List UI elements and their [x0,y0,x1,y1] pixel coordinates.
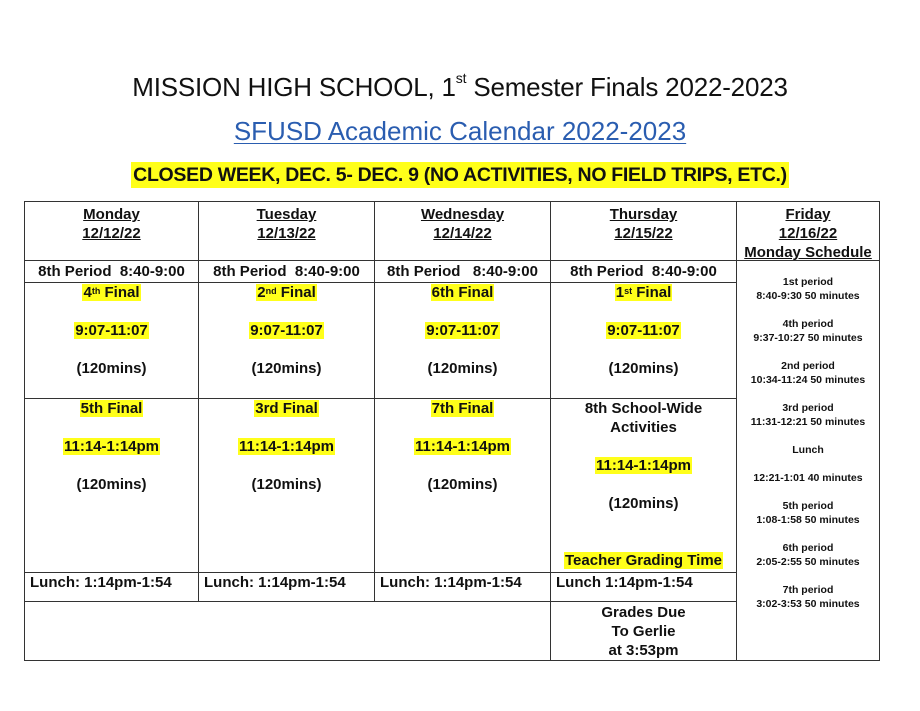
finals-schedule-table [24,201,880,661]
activity-label-line1: 8th School-Wide [584,400,703,417]
final-label: 1st Final [615,284,672,301]
final-label: 7th Final [431,400,494,417]
final-duration: (120mins) [427,476,498,493]
final-label: 4th Final [83,284,140,301]
eighth-period-thursday [550,260,737,283]
friday-lunch-label: Lunch [792,444,824,456]
friday-period-7: 7th period 3:02-3:53 50 minutes [756,584,860,610]
final-time: 11:14-1:14pm [238,438,335,455]
eighth-period-text: 8th Period 8:40-9:00 [387,263,538,280]
lunch-text: Lunch: 1:14pm-1:54 [204,574,346,591]
lunch-wednesday [374,572,551,602]
final-label: 2nd Final [257,284,316,301]
day-date: 12/15/22 [614,225,673,242]
midday-activities-thursday [550,398,737,573]
final-time: 9:07-11:07 [250,322,323,339]
friday-lunch-time: 12:21-1:01 40 minutes [753,472,863,484]
final-time: 9:07-11:07 [75,322,148,339]
midday-final-monday [24,398,199,573]
title-suffix: Semester Finals 2022-2023 [466,72,788,102]
friday-period-5: 5th period 1:08-1:58 50 minutes [756,500,860,526]
activity-time: 11:14-1:14pm [595,457,692,474]
lunch-thursday [550,572,737,602]
final-time: 9:07-11:07 [426,322,499,339]
title-superscript: st [455,70,467,86]
midday-final-wednesday [374,398,551,573]
day-name: Monday [83,206,140,223]
lunch-text: Lunch: 1:14pm-1:54 [30,574,172,591]
morning-final-wednesday [374,282,551,399]
day-name: Thursday [609,206,678,223]
header-tuesday [198,201,375,261]
calendar-link-row [0,116,920,147]
final-duration: (120mins) [427,360,498,377]
day-name: Wednesday [420,206,505,223]
header-wednesday [374,201,551,261]
day-date: 12/14/22 [433,225,492,242]
friday-period-2: 2nd period 10:34-11:24 50 minutes [750,360,866,386]
grades-due-thursday [550,601,737,661]
closed-week-notice: CLOSED WEEK, DEC. 5- DEC. 9 (NO ACTIVITIES, NO FIELD TRIPS, ETC.) [133,164,787,186]
friday-period-1: 1st period 8:40-9:30 50 minutes [756,276,860,302]
lunch-text: Lunch: 1:14pm-1:54 [380,574,522,591]
header-monday [24,201,199,261]
eighth-period-text: 8th Period 8:40-9:00 [570,263,717,280]
final-label: 5th Final [80,400,143,417]
header-friday [736,201,880,261]
day-date: 12/13/22 [257,225,316,242]
academic-calendar-link[interactable]: SFUSD Academic Calendar 2022-2023 [233,116,687,146]
final-label: 3rd Final [255,400,318,417]
morning-final-thursday [550,282,737,399]
friday-period-3: 3rd period 11:31-12:21 50 minutes [750,402,866,428]
lunch-monday [24,572,199,602]
day-name: Tuesday [256,206,317,223]
grades-due-line: Grades Due [601,604,686,621]
friday-period-4: 4th period 9:37-10:27 50 minutes [753,318,863,344]
grades-due-line: at 3:53pm [608,642,679,659]
page-title [0,72,920,103]
empty-bottom-cell [24,601,551,661]
activity-duration: (120mins) [608,495,679,512]
final-duration: (120mins) [76,476,147,493]
final-time: 11:14-1:14pm [414,438,511,455]
title-prefix: MISSION HIGH SCHOOL, 1 [132,72,456,102]
eighth-period-text: 8th Period 8:40-9:00 [38,263,185,280]
friday-period-6: 6th period 2:05-2:55 50 minutes [756,542,860,568]
grades-due-line: To Gerlie [611,623,676,640]
lunch-text: Lunch 1:14pm-1:54 [556,574,693,591]
friday-monday-schedule [736,260,880,661]
final-duration: (120mins) [251,360,322,377]
day-date: 12/12/22 [82,225,141,242]
friday-schedule-type: Monday Schedule [744,244,872,261]
teacher-grading-note: Teacher Grading Time [565,552,722,569]
morning-final-tuesday [198,282,375,399]
eighth-period-monday [24,260,199,283]
final-time: 9:07-11:07 [607,322,680,339]
eighth-period-text: 8th Period 8:40-9:00 [213,263,360,280]
final-duration: (120mins) [76,360,147,377]
final-duration: (120mins) [608,360,679,377]
midday-final-tuesday [198,398,375,573]
morning-final-monday [24,282,199,399]
eighth-period-tuesday [198,260,375,283]
activity-label-line2: Activities [610,419,677,436]
final-label: 6th Final [431,284,494,301]
eighth-period-wednesday [374,260,551,283]
final-time: 11:14-1:14pm [63,438,160,455]
day-date: 12/16/22 [778,225,838,242]
closed-week-banner [0,164,920,187]
header-thursday [550,201,737,261]
lunch-tuesday [198,572,375,602]
day-name: Friday [785,206,831,223]
final-duration: (120mins) [251,476,322,493]
